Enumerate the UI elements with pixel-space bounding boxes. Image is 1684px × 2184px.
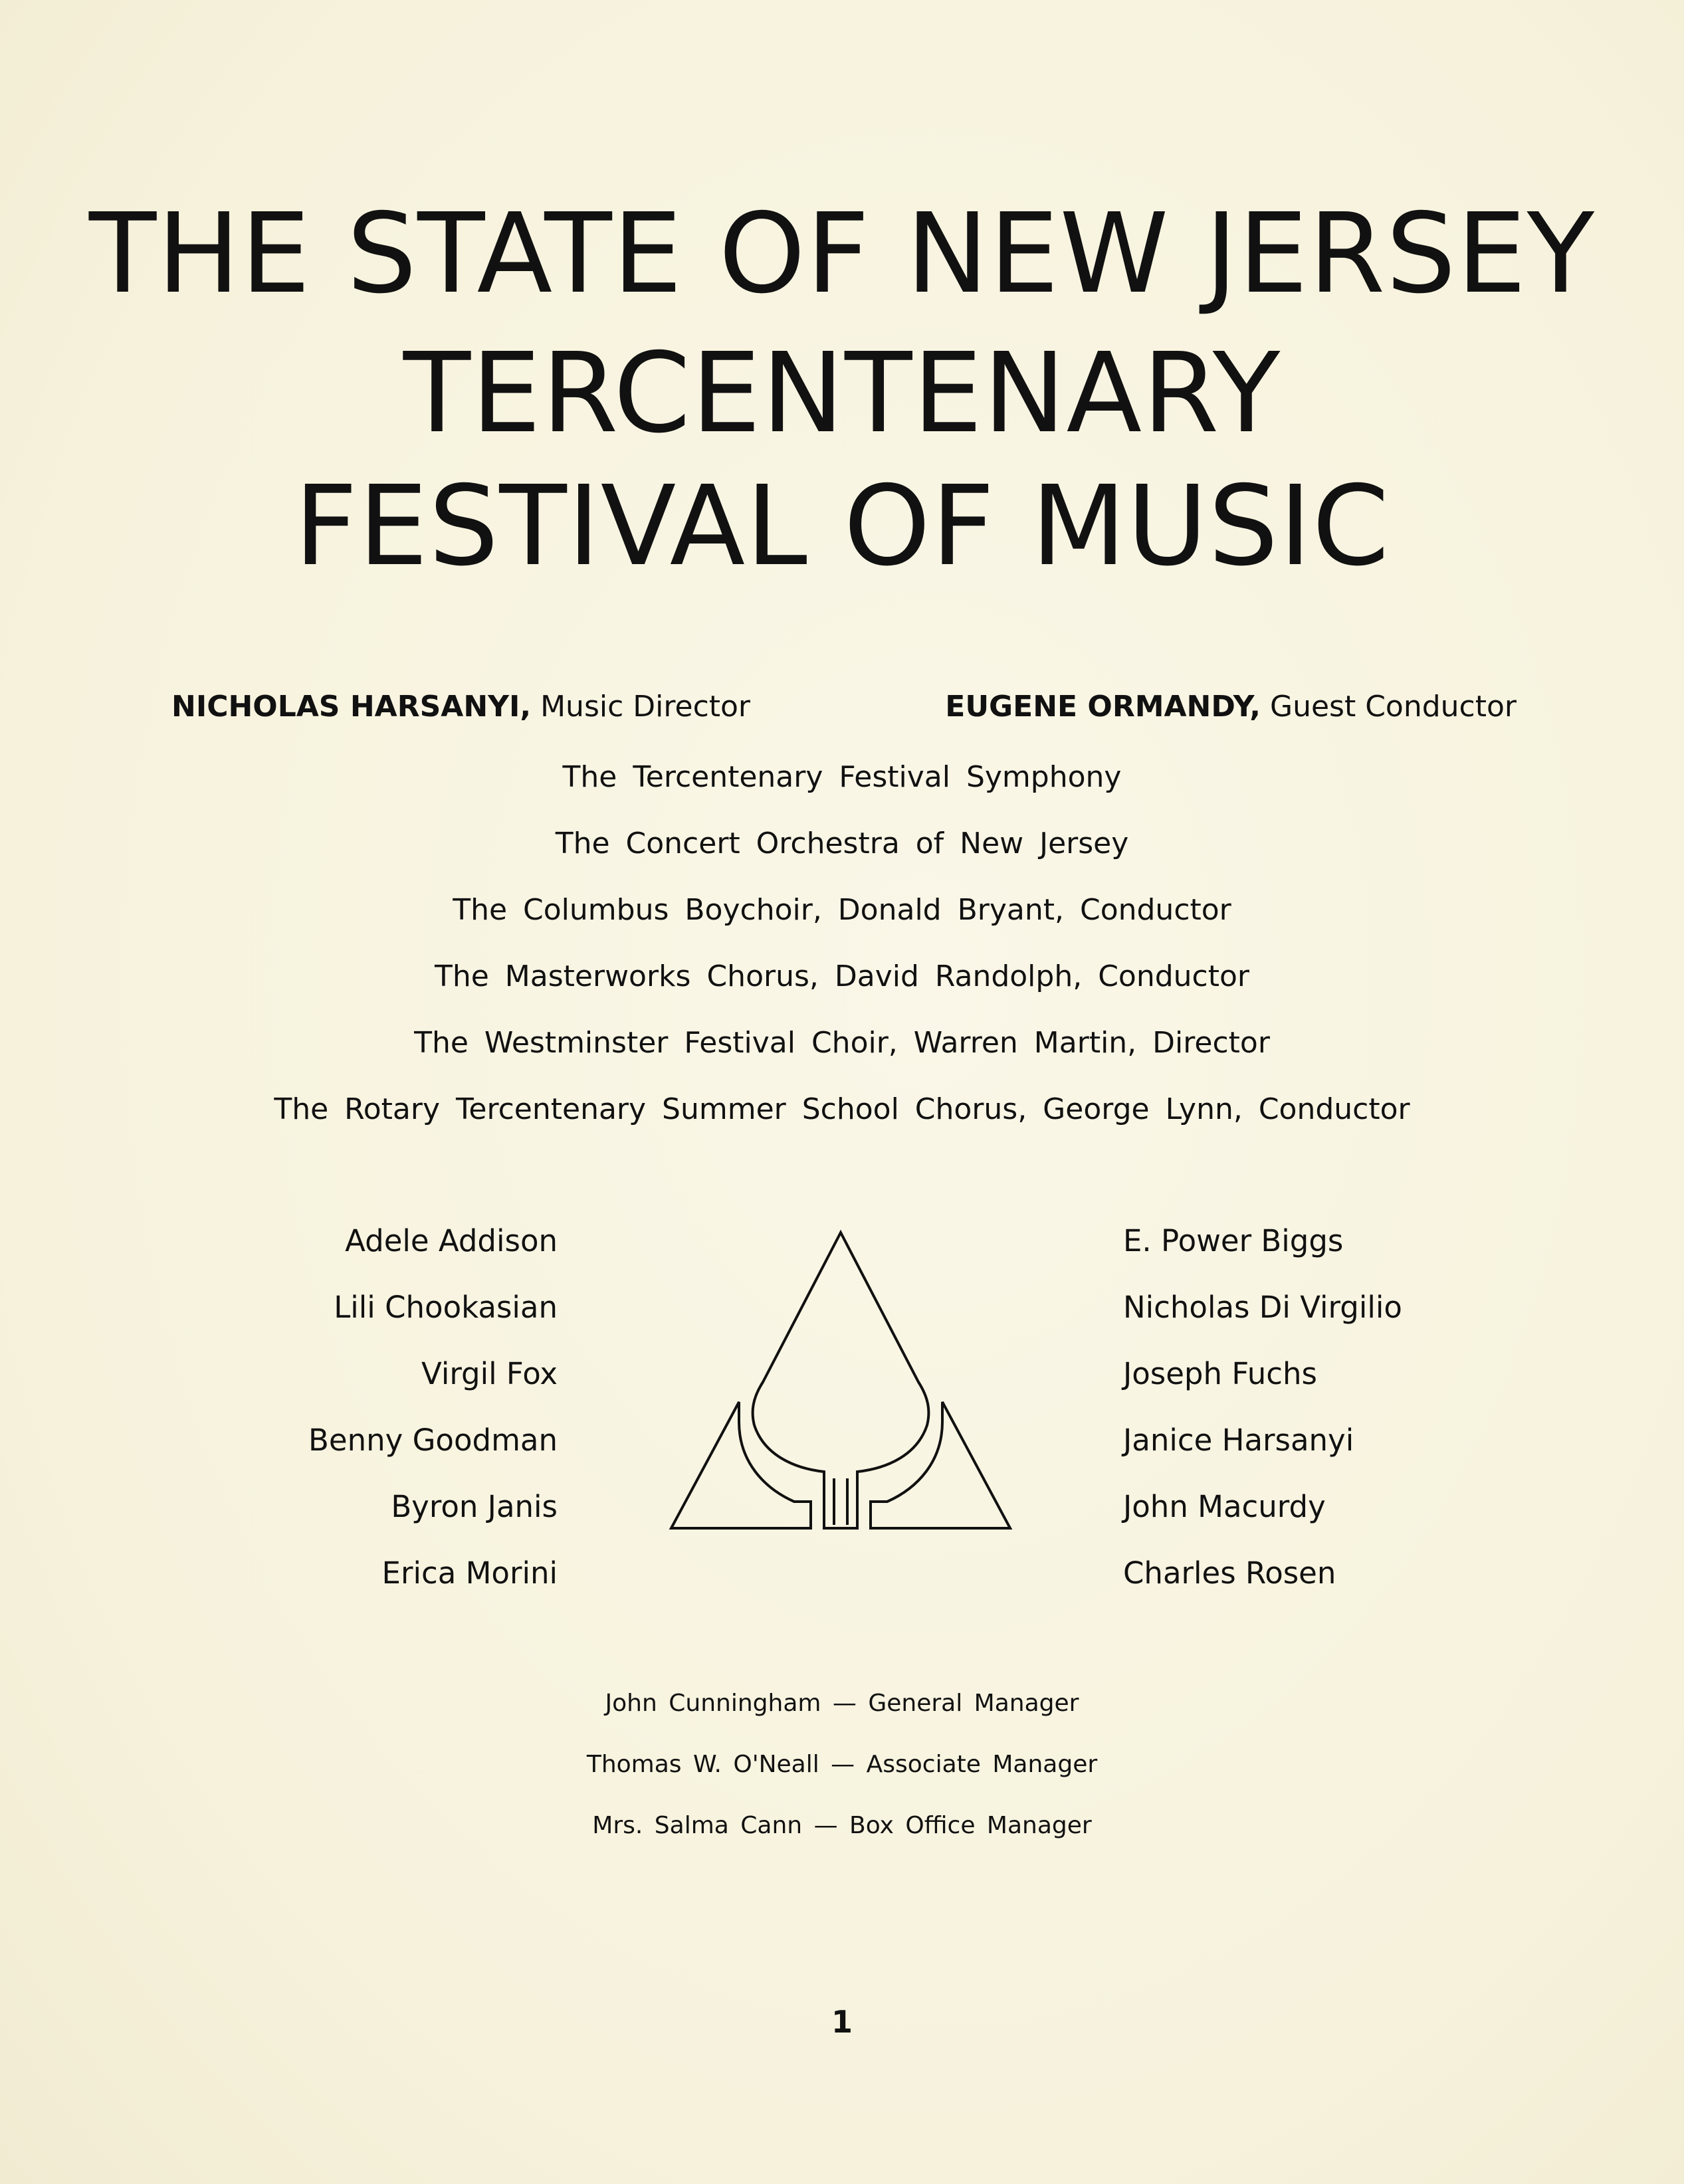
manager-name: Mrs. Salma Cann — [592, 1812, 803, 1839]
title-line-1: THE STATE OF NEW JERSEY — [88, 190, 1596, 318]
soloist-item: Janice Harsanyi — [1123, 1423, 1354, 1458]
title-line-2: TERCENTENARY — [403, 330, 1281, 458]
manager-line: Thomas W. O'Neall — Associate Manager — [586, 1751, 1098, 1778]
manager-role: General Manager — [868, 1690, 1079, 1717]
title-line-3: FESTIVAL OF MUSIC — [294, 462, 1390, 591]
manager-line: John Cunningham — General Manager — [605, 1690, 1079, 1717]
guest-conductor-credit — [945, 692, 1517, 722]
manager-role: Associate Manager — [866, 1751, 1098, 1778]
soloist-item: Charles Rosen — [1123, 1555, 1336, 1591]
tree-triangle-emblem-icon — [665, 1223, 1023, 1544]
ensemble-item: The Masterworks Chorus, David Randolph, Conductor — [434, 959, 1249, 993]
ensemble-item: The Tercentenary Festival Symphony — [562, 760, 1122, 794]
management-credits — [0, 1692, 1684, 1875]
guest-conductor-name: EUGENE ORMANDY, — [945, 690, 1261, 724]
ensemble-item: The Rotary Tercentenary Summer School Chorus, George Lynn, Conductor — [274, 1092, 1410, 1126]
ensemble-item: The Columbus Boychoir, Donald Bryant, Conductor — [453, 893, 1231, 927]
ensemble-item: The Concert Orchestra of New Jersey — [555, 827, 1129, 860]
soloist-item: E. Power Biggs — [1123, 1223, 1344, 1258]
music-director-credit — [171, 692, 750, 722]
music-director-name: NICHOLAS HARSANYI, — [171, 690, 532, 724]
soloist-list-left — [308, 1223, 558, 1625]
manager-name: Thomas W. O'Neall — [586, 1751, 819, 1778]
music-director-role: Music Director — [540, 690, 751, 724]
soloist-list-right — [1123, 1223, 1402, 1625]
manager-role: Box Office Manager — [849, 1812, 1092, 1839]
ensemble-item: The Westminster Festival Choir, Warren Martin, Director — [414, 1026, 1270, 1060]
soloist-item: Joseph Fuchs — [1123, 1356, 1317, 1391]
soloist-item: Lili Chookasian — [334, 1290, 558, 1325]
guest-conductor-role: Guest Conductor — [1269, 690, 1517, 724]
soloist-item: John Macurdy — [1123, 1489, 1326, 1524]
soloist-item: Adele Addison — [345, 1223, 558, 1258]
manager-name: John Cunningham — [605, 1690, 821, 1717]
manager-line: Mrs. Salma Cann — Box Office Manager — [592, 1812, 1092, 1839]
soloist-item: Virgil Fox — [421, 1356, 558, 1391]
soloist-item: Nicholas Di Virgilio — [1123, 1290, 1402, 1325]
soloist-item: Erica Morini — [381, 1555, 558, 1591]
soloist-item: Benny Goodman — [308, 1423, 558, 1458]
soloist-item: Byron Janis — [391, 1489, 558, 1524]
ensemble-list — [0, 760, 1684, 1161]
page-number: 1 — [831, 2004, 853, 2040]
